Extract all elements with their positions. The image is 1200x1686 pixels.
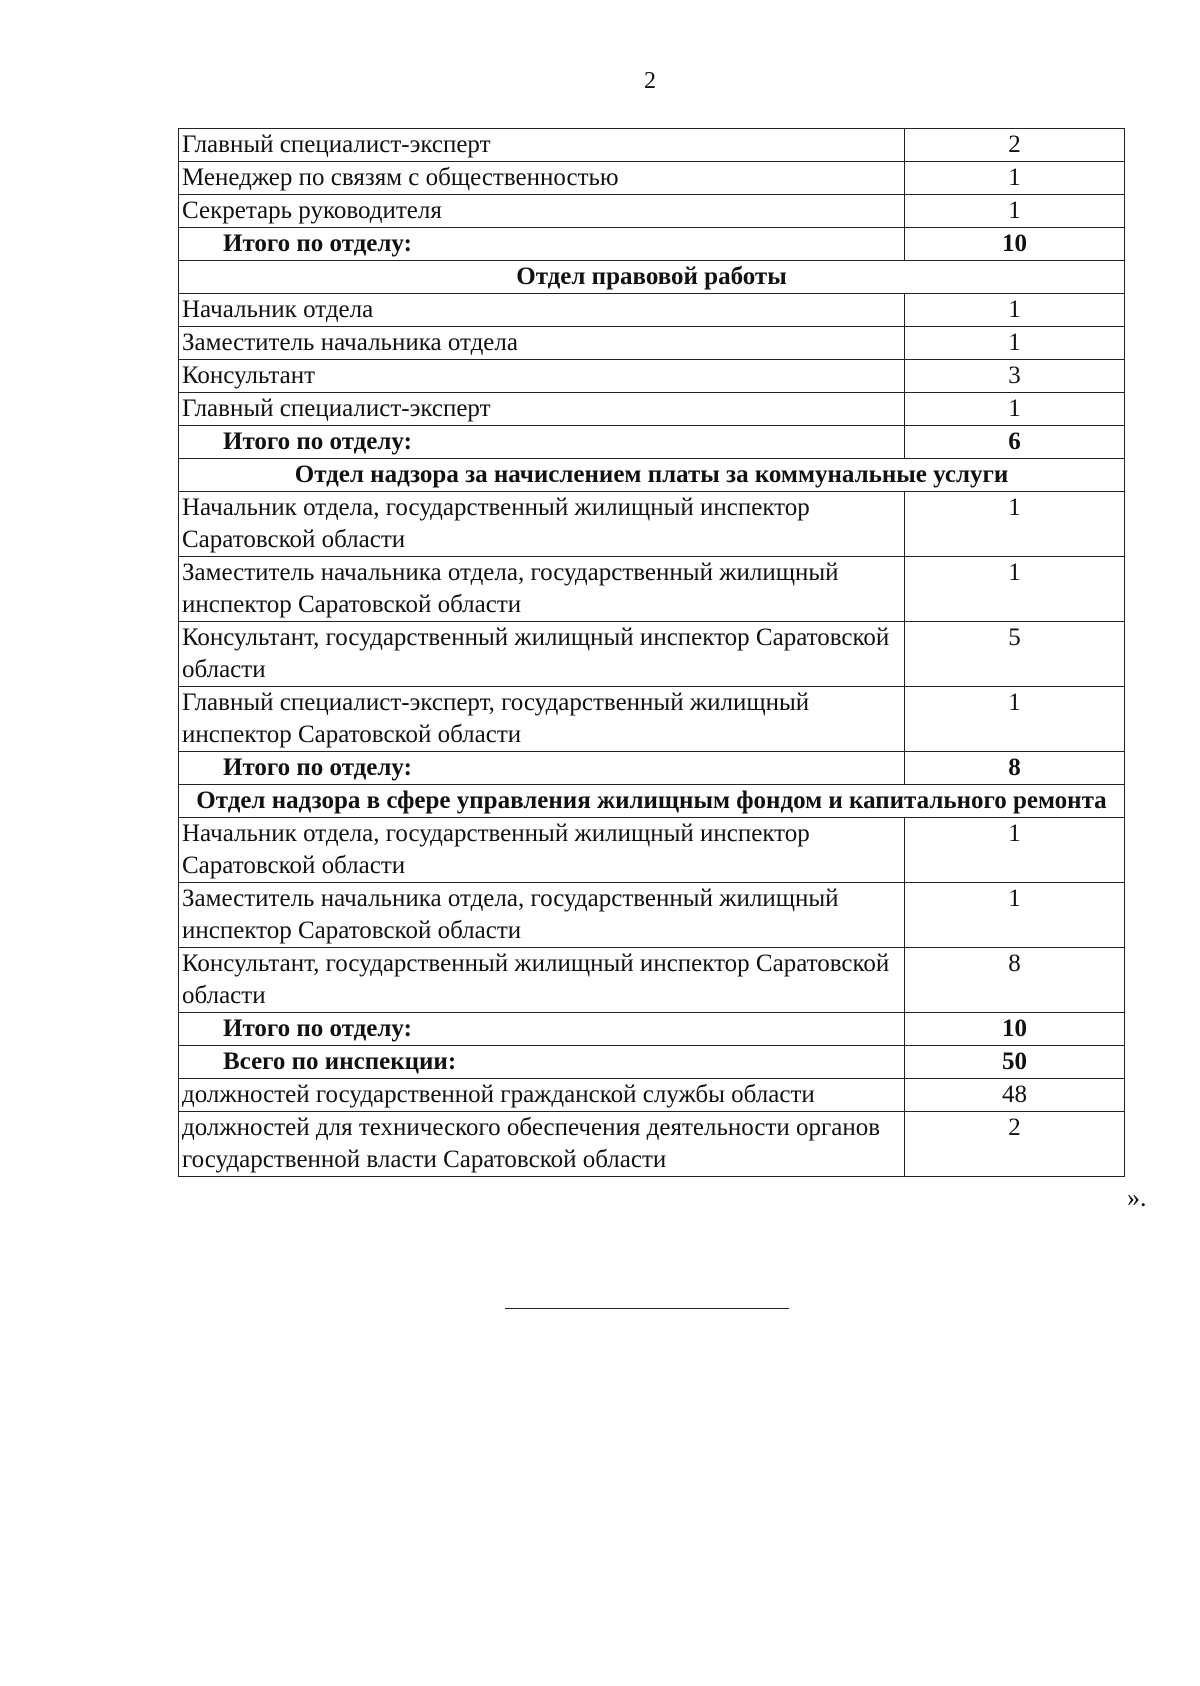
position-count: 2 (905, 129, 1125, 162)
table-row (179, 492, 1125, 557)
position-count: 2 (905, 1112, 1125, 1177)
department-title: Отдел надзора в сфере управления жилищным фондом и капитального ремонта (179, 785, 1125, 818)
position-name: должностей для технического обеспечения деятельности органов государственной власти Саратовской области (179, 1112, 905, 1177)
total-count: 10 (905, 228, 1125, 261)
position-count: 8 (905, 948, 1125, 1013)
table-row (179, 622, 1125, 687)
position-name: Начальник отдела, государственный жилищный инспектор Саратовской области (179, 492, 905, 557)
department-header-row (179, 785, 1125, 818)
position-count: 1 (905, 162, 1125, 195)
table-row (179, 162, 1125, 195)
position-count: 1 (905, 883, 1125, 948)
position-name: Заместитель начальника отдела, государственный жилищный инспектор Саратовской области (179, 883, 905, 948)
table-row (179, 1079, 1125, 1112)
table-row (179, 327, 1125, 360)
position-name: Главный специалист-эксперт, государственный жилищный инспектор Саратовской области (179, 687, 905, 752)
position-name: Консультант, государственный жилищный инспектор Саратовской области (179, 948, 905, 1013)
table-row (179, 1112, 1125, 1177)
position-name: Консультант, государственный жилищный инспектор Саратовской области (179, 622, 905, 687)
department-total-row (179, 228, 1125, 261)
grand-total-row (179, 1046, 1125, 1079)
table-row (179, 557, 1125, 622)
grand-total-label: Всего по инспекции: (179, 1046, 905, 1079)
position-name: Заместитель начальника отдела, государственный жилищный инспектор Саратовской области (179, 557, 905, 622)
page-number: 2 (644, 68, 656, 94)
total-count: 10 (905, 1013, 1125, 1046)
table-row (179, 129, 1125, 162)
position-count: 1 (905, 687, 1125, 752)
table-row (179, 818, 1125, 883)
position-count: 1 (905, 393, 1125, 426)
total-count: 8 (905, 752, 1125, 785)
total-label: Итого по отделу: (179, 426, 905, 459)
position-count: 1 (905, 294, 1125, 327)
position-count: 5 (905, 622, 1125, 687)
total-label: Итого по отделу: (179, 228, 905, 261)
table-row (179, 948, 1125, 1013)
total-label: Итого по отделу: (179, 1013, 905, 1046)
department-title: Отдел правовой работы (179, 261, 1125, 294)
position-count: 3 (905, 360, 1125, 393)
table-row (179, 883, 1125, 948)
position-count: 1 (905, 195, 1125, 228)
total-count: 6 (905, 426, 1125, 459)
department-total-row (179, 1013, 1125, 1046)
department-title: Отдел надзора за начислением платы за коммунальные услуги (179, 459, 1125, 492)
end-rule (505, 1308, 789, 1309)
position-name: должностей государственной гражданской службы области (179, 1079, 905, 1112)
position-name: Главный специалист-эксперт (179, 393, 905, 426)
grand-total-count: 50 (905, 1046, 1125, 1079)
department-header-row (179, 261, 1125, 294)
closing-quote: ». (1127, 1183, 1147, 1212)
table-row (179, 360, 1125, 393)
department-total-row (179, 752, 1125, 785)
table-row (179, 294, 1125, 327)
position-count: 1 (905, 557, 1125, 622)
position-name: Консультант (179, 360, 905, 393)
position-name: Начальник отдела (179, 294, 905, 327)
position-count: 48 (905, 1079, 1125, 1112)
table-row (179, 195, 1125, 228)
position-count: 1 (905, 492, 1125, 557)
department-header-row (179, 459, 1125, 492)
position-count: 1 (905, 327, 1125, 360)
table-row (179, 687, 1125, 752)
staffing-table (178, 128, 1125, 1177)
total-label: Итого по отделу: (179, 752, 905, 785)
position-name: Главный специалист-эксперт (179, 129, 905, 162)
position-name: Менеджер по связям с общественностью (179, 162, 905, 195)
table-row (179, 393, 1125, 426)
position-name: Начальник отдела, государственный жилищный инспектор Саратовской области (179, 818, 905, 883)
position-name: Заместитель начальника отдела (179, 327, 905, 360)
position-count: 1 (905, 818, 1125, 883)
department-total-row (179, 426, 1125, 459)
position-name: Секретарь руководителя (179, 195, 905, 228)
